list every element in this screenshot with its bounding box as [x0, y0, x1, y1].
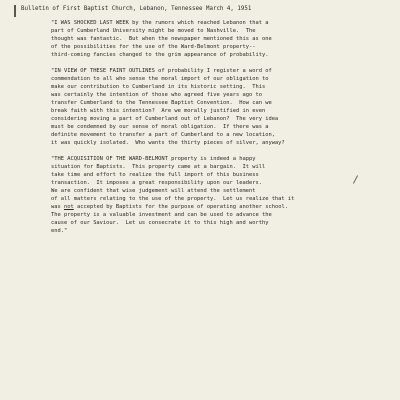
text-line: transaction. It imposes a great responsibility upon our leaders. — [51, 180, 262, 186]
text-line: cause of our Saviour. Let us consecrate it to this high and worthy — [51, 220, 269, 226]
line-end: accepted by Baptists for the purpose of operating another school. — [73, 204, 288, 210]
text-line: it was quickly isolated. Who wants the thirty pieces of silver, anyway? — [51, 140, 285, 146]
text-line: take time and effort to realize the full import of this business — [51, 172, 259, 178]
text-line: of all matters relating to the use of the property. Let us realize that it — [51, 196, 295, 202]
paragraph-3 — [51, 155, 386, 235]
margin-rule — [14, 5, 16, 17]
text-line: end." — [51, 228, 68, 234]
text-line: situation for Baptists. This property came at a bargain. It will — [51, 164, 266, 170]
text-line: part of Cumberland University might be moved to Nashville. The — [51, 28, 256, 34]
text-line: commendation to all who sense the moral import of our obligation to — [51, 76, 269, 82]
text-line-with-underline — [51, 203, 386, 211]
text-line: "I WAS SHOCKED LAST WEEK by the rumors which reached Lebanon that a — [51, 20, 269, 26]
text-line: transfer Cumberland to the Tennessee Baptist Convention. How can we — [51, 100, 272, 106]
text-line: was certainly the intention of those who agreed five years ago to — [51, 92, 262, 98]
line-start: was — [51, 204, 64, 210]
text-line: We are confident that wise judgement will attend the settlement — [51, 188, 256, 194]
paragraph-2 — [51, 67, 386, 147]
text-line: break faith with this intention? Are we morally justified in even — [51, 108, 266, 114]
text-line: The property is a valuable investment and can be used to advance the — [51, 212, 272, 218]
text-line: make our contribution to Cumberland in its historic setting. This — [51, 84, 266, 90]
text-line: considering moving a part of Cumberland out of Lebanon? The very idea — [51, 116, 279, 122]
bulletin-header: Bulletin of First Baptist Church, Lebanon, Tennessee March 4, 1951 — [21, 6, 252, 12]
text-line: "THE ACQUISITION OF THE WARD-BELMONT property is indeed a happy — [51, 156, 256, 162]
text-line: definite movement to transfer a part of Cumberland to a new location, — [51, 132, 275, 138]
text-line: thought was fantastic. But when the newspaper mentioned this as one — [51, 36, 272, 42]
text-line: third-coming fancies changed to the grim appearance of probability. — [51, 52, 269, 58]
text-line: "IN VIEW OF THESE FAINT OUTLINES of probability I register a word of — [51, 68, 272, 74]
paragraph-1 — [51, 19, 386, 59]
document-body — [51, 19, 386, 243]
underlined-word: not — [63, 204, 74, 210]
text-line: of the possibilities for the use of the Ward-Belmont property-- — [51, 44, 256, 50]
text-line: must be condemned by our sense of moral obligation. If there was a — [51, 124, 269, 130]
